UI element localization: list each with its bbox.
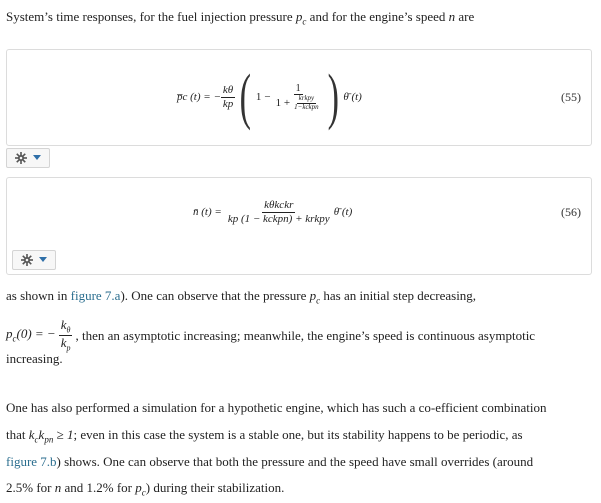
text: that <box>6 427 29 442</box>
left-paren: ( <box>239 63 252 131</box>
eq56-rhs: θ̄ (t) <box>333 206 353 218</box>
eq55-ktheta-frac <box>221 84 235 109</box>
equation-56 <box>193 192 352 232</box>
text: ) during their stabilization. <box>145 480 285 495</box>
eq55-inner-frac <box>292 95 321 111</box>
kckpn-inequality: $k_ck_{pn} \ge 1$ <box>28 427 74 445</box>
text: 2.5% for <box>6 480 55 495</box>
figure-7a-link[interactable]: figure 7.a <box>70 288 121 303</box>
eq55-main-frac <box>274 83 323 111</box>
eq55-one-b: 1 <box>295 82 301 94</box>
var-n: n <box>448 9 456 24</box>
equation-55-menu-button[interactable] <box>6 148 50 168</box>
intro-text: System’s time responses, for the fuel injection pressure <box>6 9 296 24</box>
var-sub-c: c <box>302 16 307 27</box>
eq56-lhs: n̄ (t) = <box>193 206 222 218</box>
caret-down-icon <box>33 155 41 161</box>
eq55-ktheta: kθ <box>222 84 234 97</box>
eq55-inner-den: 1−kckpn <box>294 102 319 111</box>
text: ; even in this case the system is a stable one, but its stability happens to be periodic, as <box>73 427 523 442</box>
body-line-4 <box>6 398 595 418</box>
equation-56-menu-button[interactable] <box>12 250 56 270</box>
eq56-den: kp (1 − kckpn) + krkpy <box>227 212 330 225</box>
var-p: p <box>295 9 303 24</box>
ktheta-over-kp: $\frac{k_\theta}{k_p}$ <box>60 317 71 353</box>
gear-icon <box>21 254 33 266</box>
equation-number: (55) <box>561 90 581 104</box>
eq55-kp: kp <box>222 97 234 110</box>
figure-7b-link[interactable]: figure 7.b <box>6 454 57 469</box>
text: increasing. <box>6 351 63 366</box>
body-line-5 <box>6 425 595 450</box>
text: , then an asymptotic increasing; meanwhile, the engine’s speed is continuous asymptotic <box>75 327 536 343</box>
right-paren: ) <box>327 63 339 131</box>
pc0-expr: $p_c(0)$ = − <box>6 325 56 344</box>
text: and 1.2% for <box>61 480 136 495</box>
gear-icon <box>15 152 27 164</box>
body-line-1 <box>6 286 595 311</box>
equation-55-box <box>6 49 592 146</box>
body-line-6 <box>6 452 595 472</box>
text: ). One can observe that the pressure <box>120 288 310 303</box>
eq55-theta: θ̄ (t) <box>343 91 362 103</box>
eq55-inner-num: krkpy <box>298 93 315 102</box>
text: as shown in <box>6 288 71 303</box>
body-line-7 <box>6 478 595 503</box>
intro-text-3: are <box>455 9 475 24</box>
eq55-lhs: p̅c (t) = − <box>177 91 221 103</box>
equation-number: (56) <box>561 205 581 219</box>
intro-text-2: and for the engine’s speed <box>306 9 449 24</box>
body-line-3 <box>6 349 595 369</box>
equation-56-box <box>6 177 592 275</box>
text: ) shows. One can observe that both the pressure and the speed have small overrides (around <box>56 454 534 469</box>
var-pc: $p_c$ <box>309 288 321 306</box>
text: One has also performed a simulation for a hypothetic engine, which has such a co-efficient combination <box>6 400 547 415</box>
eq55-one-plus: 1 + <box>275 96 291 109</box>
var-n: n <box>54 480 62 495</box>
eq56-num: kθkckr <box>264 199 294 212</box>
eq55-one: 1 <box>255 91 262 103</box>
equation-55 <box>177 62 362 132</box>
intro-sentence <box>6 7 595 32</box>
var-pc: $p_c$ <box>135 480 146 498</box>
caret-down-icon <box>39 257 47 263</box>
eq56-frac <box>226 199 332 224</box>
eq55-minus: − <box>264 91 271 103</box>
text: has an initial step decreasing, <box>320 288 477 303</box>
eq55-den <box>274 95 323 111</box>
